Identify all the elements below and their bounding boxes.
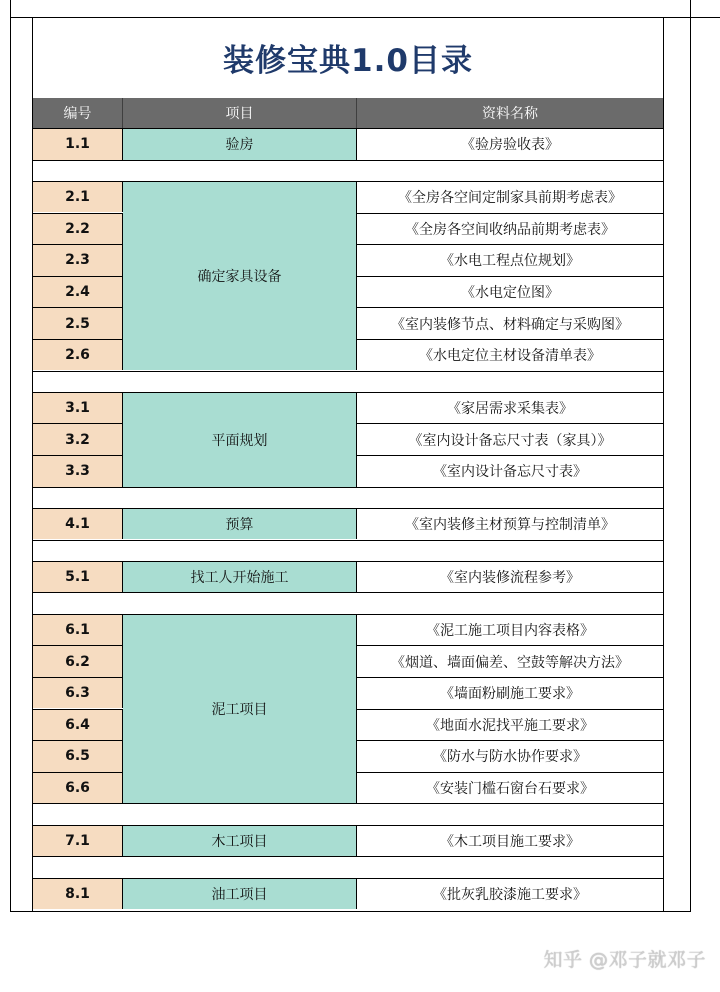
- row-number: 2.6: [33, 340, 123, 371]
- document-name: 《水电定位图》: [357, 277, 663, 308]
- document-name: 《烟道、墙面偏差、空鼓等解决方法》: [357, 646, 663, 677]
- group-spacer: [33, 487, 663, 508]
- header-item: 项目: [123, 98, 357, 128]
- catalog-sheet: [32, 17, 664, 912]
- row-number: 7.1: [33, 826, 123, 857]
- document-name: 《全房各空间定制家具前期考虑表》: [357, 182, 663, 213]
- project-item: 泥工项目: [123, 614, 357, 804]
- row-number: 6.1: [33, 615, 123, 646]
- document-name: 《室内装修主材预算与控制清单》: [357, 509, 663, 540]
- project-item: 平面规划: [123, 392, 357, 487]
- group-spacer: [33, 592, 663, 613]
- document-name: 《家居需求采集表》: [357, 393, 663, 424]
- row-number: 2.1: [33, 182, 123, 213]
- document-name: 《验房验收表》: [357, 129, 663, 160]
- group-spacer: [33, 540, 663, 561]
- document-name: 《墙面粉刷施工要求》: [357, 678, 663, 709]
- row-number: 3.1: [33, 393, 123, 424]
- row-number: 1.1: [33, 129, 123, 160]
- row-number: 8.1: [33, 879, 123, 910]
- row-number: 2.4: [33, 277, 123, 308]
- document-name: 《室内设计备忘尺寸表（家具）》: [357, 424, 663, 455]
- document-name: 《室内装修流程参考》: [357, 562, 663, 593]
- document-name: 《批灰乳胶漆施工要求》: [357, 879, 663, 910]
- table-header: [33, 98, 663, 128]
- group-spacer: [33, 803, 663, 824]
- frame-left-line: [10, 0, 11, 912]
- group-spacer: [33, 371, 663, 392]
- group-spacer: [33, 856, 663, 877]
- header-doc: 资料名称: [482, 106, 538, 122]
- document-name: 《室内设计备忘尺寸表》: [357, 456, 663, 487]
- watermark: 知乎 @邓子就邓子: [543, 949, 706, 971]
- row-number: 5.1: [33, 562, 123, 593]
- project-item: 预算: [123, 508, 357, 540]
- document-name: 《水电工程点位规划》: [357, 245, 663, 276]
- document-name: 《木工项目施工要求》: [357, 826, 663, 857]
- row-number: 2.2: [33, 214, 123, 245]
- document-name: 《水电定位主材设备清单表》: [357, 340, 663, 371]
- row-number: 6.5: [33, 741, 123, 772]
- page-title: 装修宝典1.0目录: [223, 43, 473, 79]
- row-number: 3.2: [33, 424, 123, 455]
- frame-right-line: [690, 0, 691, 912]
- project-item: 木工项目: [123, 825, 357, 857]
- document-name: 《室内装修节点、材料确定与采购图》: [357, 308, 663, 339]
- row-number: 6.4: [33, 710, 123, 741]
- document-name: 《地面水泥找平施工要求》: [357, 710, 663, 741]
- project-item: 油工项目: [123, 878, 357, 910]
- row-number: 2.3: [33, 245, 123, 276]
- row-number: 6.2: [33, 646, 123, 677]
- row-number: 4.1: [33, 509, 123, 540]
- row-number: 3.3: [33, 456, 123, 487]
- group-spacer: [33, 160, 663, 181]
- document-name: 《泥工施工项目内容表格》: [357, 615, 663, 646]
- document-name: 《防水与防水协作要求》: [357, 741, 663, 772]
- row-number: 6.6: [33, 773, 123, 804]
- project-item: 找工人开始施工: [123, 561, 357, 593]
- header-num: 编号: [33, 98, 123, 128]
- project-item: 确定家具设备: [123, 181, 357, 371]
- row-number: 6.3: [33, 678, 123, 709]
- row-number: 2.5: [33, 308, 123, 339]
- document-name: 《全房各空间收纳品前期考虑表》: [357, 214, 663, 245]
- project-item: 验房: [123, 128, 357, 160]
- document-name: 《安装门槛石窗台石要求》: [357, 773, 663, 804]
